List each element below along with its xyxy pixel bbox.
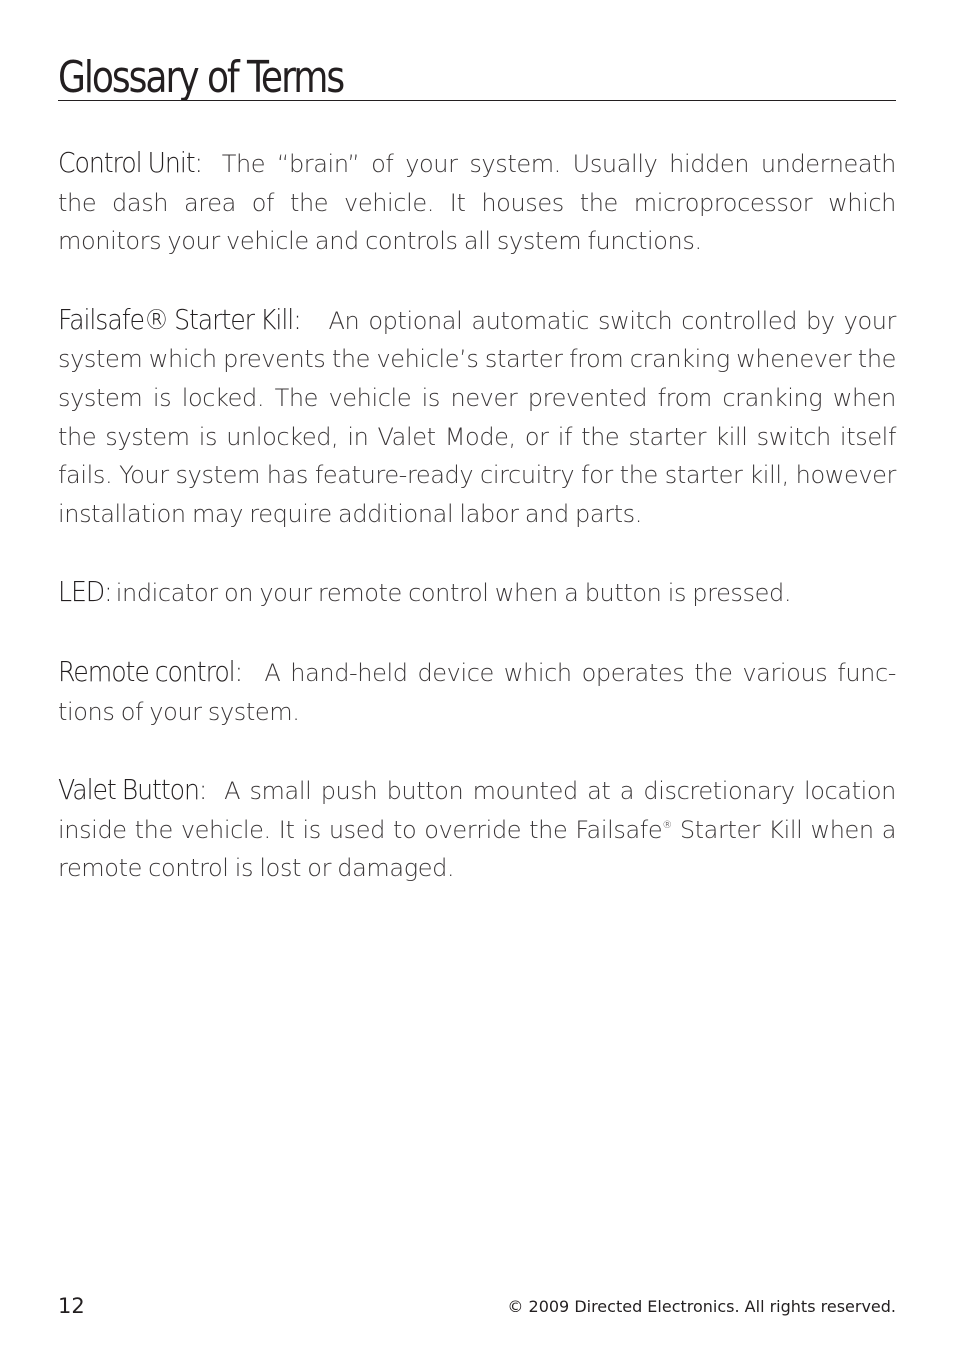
glossary-entry-control-unit (58, 144, 896, 261)
glossary-term: Remote control: (58, 654, 242, 688)
glossary-term: LED: (58, 575, 112, 609)
definition-text: Starter Kill when a remote control is lost or damaged. (58, 815, 896, 883)
page-title: Glossary of Terms (58, 52, 344, 103)
glossary-list (58, 144, 896, 928)
registered-mark: ® (662, 819, 672, 831)
glossary-definition: The “brain” of your system. Usually hidden underneath the dash area of the vehicle. It houses the microprocessor which monitors your vehicle and controls all system functions. (58, 150, 896, 256)
glossary-definition: indicator on your remote control when a button is pressed. (115, 579, 792, 608)
glossary-entry-valet-button (58, 771, 896, 888)
glossary-entry-remote-control (58, 653, 896, 731)
glossary-term: Control Unit: (58, 146, 202, 179)
page-footer (58, 1292, 896, 1322)
copyright-notice: © 2009 Directed Electronics. All rights reserved. (507, 1297, 896, 1316)
page-number: 12 (58, 1294, 85, 1318)
glossary-definition: A hand-held device which operates the various func-tions of your system. (58, 658, 896, 726)
glossary-entry-failsafe-starter-kill (58, 301, 896, 534)
glossary-term: Failsafe® Starter Kill: (58, 302, 301, 336)
title-underline (58, 100, 896, 101)
definition-text: A small push button mounted at a discretionary location inside the vehicle. It is used to override the Failsafe (58, 777, 896, 844)
glossary-definition: An optional automatic switch controlled by your system which prevents the vehicle’s starter from cranking whenever the system is locked. The vehicle is never prevented from cranking when the system is unlocked, in Valet Mode, or if the starter kill switch itself fails. Your system has feature-ready circuitry for the starter kill, however installation may require additional labor and parts. (58, 306, 897, 528)
glossary-term: Valet Button: (58, 773, 207, 807)
glossary-entry-led (58, 573, 896, 613)
